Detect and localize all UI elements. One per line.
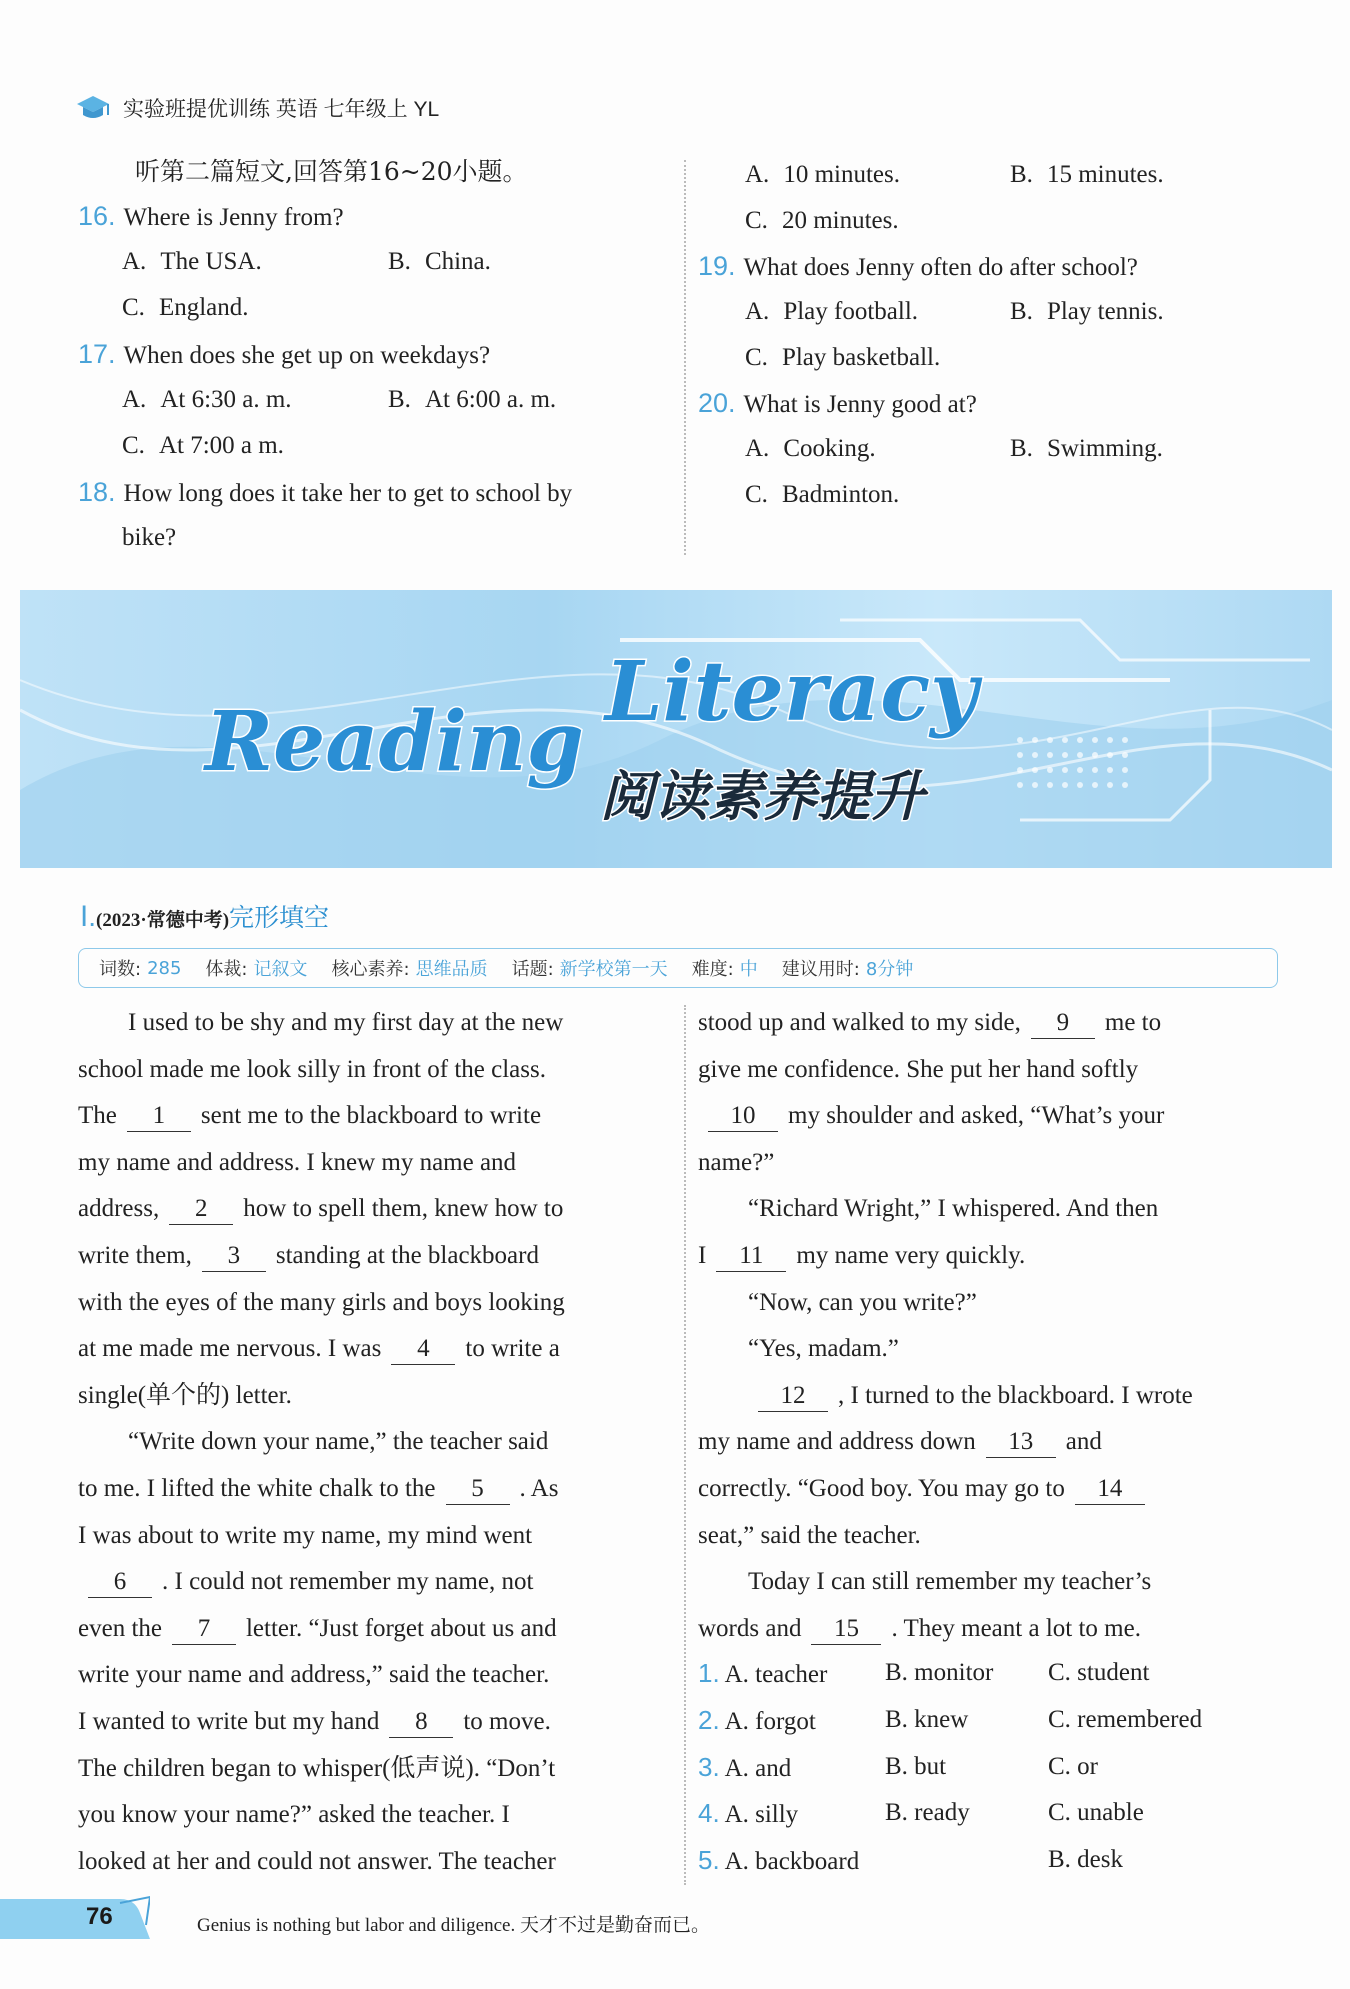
blank-number: 4: [391, 1334, 455, 1365]
question-17: 17. When does she get up on weekdays?: [78, 339, 491, 369]
q19-option-c: C. Play basketball.: [745, 344, 941, 371]
blank-number: 15: [811, 1614, 881, 1645]
q16-option-a: A. The USA.: [122, 248, 262, 275]
q17-option-c: C. At 7:00 a m.: [122, 432, 284, 459]
choice-5: 5. A. backboard: [698, 1845, 860, 1875]
passage-line: seat,” said the teacher.: [698, 1521, 921, 1549]
passage-line: write your name and address,” said the teacher.: [78, 1661, 550, 1689]
passage-line: correctly. “Good boy. You may go to 14: [698, 1466, 1288, 1513]
passage-line: 10 my shoulder and asked, “What’s your: [698, 1093, 1288, 1140]
passage-line: I wanted to write but my hand 8 to move.: [78, 1699, 668, 1746]
column-divider: [684, 160, 686, 555]
passage-line: school made me look silly in front of the class.: [78, 1055, 546, 1083]
passage-line: single(单个的) letter.: [78, 1381, 292, 1409]
passage-line: my name and address down 13 and: [698, 1419, 1288, 1466]
passage-line: 6 . I could not remember my name, not: [78, 1559, 668, 1606]
passage-line: 12 , I turned to the blackboard. I wrote: [748, 1373, 1288, 1420]
blank-number: 10: [708, 1101, 778, 1132]
section-title: Ⅰ.(2023·常德中考)完形填空: [80, 901, 330, 932]
passage-line: looked at her and could not answer. The teacher: [78, 1847, 556, 1875]
passage-line: “Yes, madam.”: [748, 1335, 899, 1363]
q16-option-b: B. China.: [388, 248, 491, 275]
passage-line: at me made me nervous. I was 4 to write a: [78, 1326, 668, 1373]
page-number-tab: [0, 1895, 150, 1941]
blank-number: 1: [127, 1101, 191, 1132]
passage-line: even the 7 letter. “Just forget about us and: [78, 1606, 668, 1653]
passage-line: The children began to whisper(低声说). “Don’t: [78, 1754, 556, 1782]
choice-1-b: B. monitor: [885, 1659, 994, 1686]
q16-option-c: C. England.: [122, 294, 249, 321]
blank-number: 3: [202, 1241, 266, 1272]
listening-intro: 听第二篇短文,回答第16~20小题。: [135, 157, 528, 186]
graduation-cap-icon: [75, 93, 111, 123]
banner-word-literacy: Literacy: [605, 644, 978, 740]
q19-option-a: A. Play football.: [745, 298, 919, 325]
choice-4-b: B. ready: [885, 1799, 970, 1826]
q18-option-b: B. 15 minutes.: [1010, 161, 1164, 188]
passage-line: The 1 sent me to the blackboard to write: [78, 1093, 668, 1140]
blank-number: 14: [1075, 1474, 1145, 1505]
blank-number: 9: [1031, 1008, 1095, 1039]
passage-line: “Now, can you write?”: [748, 1288, 977, 1316]
choice-1-c: C. student: [1048, 1659, 1150, 1686]
banner-subtitle: 阅读素养提升: [600, 765, 924, 828]
page-number: 76: [86, 1903, 113, 1930]
banner-word-reading: Reading: [205, 694, 584, 790]
choice-3: 3. A. and: [698, 1752, 792, 1782]
q20-option-a: A. Cooking.: [745, 435, 876, 462]
choice-2-c: C. remembered: [1048, 1706, 1203, 1733]
banner-background: [20, 590, 1332, 868]
passage-line: name?”: [698, 1148, 775, 1176]
q17-option-a: A. At 6:30 a. m.: [122, 386, 292, 413]
question-19: 19. What does Jenny often do after school?: [698, 251, 1138, 281]
passage-line: my name and address. I knew my name and: [78, 1148, 517, 1176]
question-18: 18. How long does it take her to get to school by: [78, 477, 573, 507]
blank-number: 12: [758, 1381, 828, 1412]
header-title: 实验班提优训练 英语 七年级上 YL: [123, 98, 440, 121]
passage-line: “Write down your name,” the teacher said: [128, 1428, 549, 1456]
passage-line: I was about to write my name, my mind went: [78, 1521, 533, 1549]
passage-line: I used to be shy and my first day at the new: [128, 1009, 564, 1036]
q20-option-b: B. Swimming.: [1010, 435, 1163, 462]
blank-number: 13: [986, 1427, 1056, 1458]
footer-quote: Genius is nothing but labor and diligence. 天才不过是勤奋而已。: [197, 1915, 710, 1936]
choice-2: 2. A. forgot: [698, 1705, 816, 1735]
passage-line: words and 15 . They meant a lot to me.: [698, 1606, 1288, 1653]
passage-line: you know your name?” asked the teacher. I: [78, 1801, 510, 1829]
blank-number: 7: [172, 1614, 236, 1645]
choice-4-c: C. unable: [1048, 1799, 1144, 1826]
q19-option-b: B. Play tennis.: [1010, 298, 1164, 325]
passage-line: Today I can still remember my teacher’s: [748, 1568, 1152, 1596]
passage-line: “Richard Wright,” I whispered. And then: [748, 1195, 1159, 1223]
q18-option-c: C. 20 minutes.: [745, 207, 899, 234]
q17-option-b: B. At 6:00 a. m.: [388, 386, 557, 413]
blank-number: 5: [446, 1474, 510, 1505]
reading-literacy-banner: [20, 590, 1332, 868]
blank-number: 6: [88, 1567, 152, 1598]
passage-line: I 11 my name very quickly.: [698, 1233, 1288, 1280]
passage-line: give me confidence. She put her hand softly: [698, 1055, 1139, 1083]
question-18-line2: bike?: [122, 524, 177, 551]
choice-2-b: B. knew: [885, 1706, 969, 1733]
choice-3-b: B. but: [885, 1753, 947, 1780]
choice-1: 1. A. teacher: [698, 1658, 828, 1688]
blank-number: 8: [389, 1707, 453, 1738]
passage-line: address, 2 how to spell them, knew how to: [78, 1186, 668, 1233]
passage-meta-bar: 词数: 285 体裁: 记叙文 核心素养: 思维品质 话题: 新学校第一天 难度: 中 建议用时: 8分钟: [78, 948, 1278, 988]
passage-column-divider: [684, 1005, 686, 1885]
choice-5-b: B. desk: [1048, 1846, 1123, 1873]
passage-line: write them, 3 standing at the blackboard: [78, 1233, 668, 1280]
question-16: 16. Where is Jenny from?: [78, 201, 344, 231]
question-20: 20. What is Jenny good at?: [698, 388, 977, 418]
blank-number: 2: [169, 1194, 233, 1225]
passage-line: to me. I lifted the white chalk to the 5 . As: [78, 1466, 668, 1513]
passage-line: with the eyes of the many girls and boys looking: [78, 1288, 565, 1316]
q18-option-a: A. 10 minutes.: [745, 161, 900, 188]
choice-4: 4. A. silly: [698, 1798, 799, 1828]
q20-option-c: C. Badminton.: [745, 481, 900, 508]
choice-3-c: C. or: [1048, 1753, 1098, 1780]
page-header: [75, 88, 439, 128]
passage-line: stood up and walked to my side, 9 me to: [698, 1000, 1288, 1047]
blank-number: 11: [716, 1241, 786, 1272]
